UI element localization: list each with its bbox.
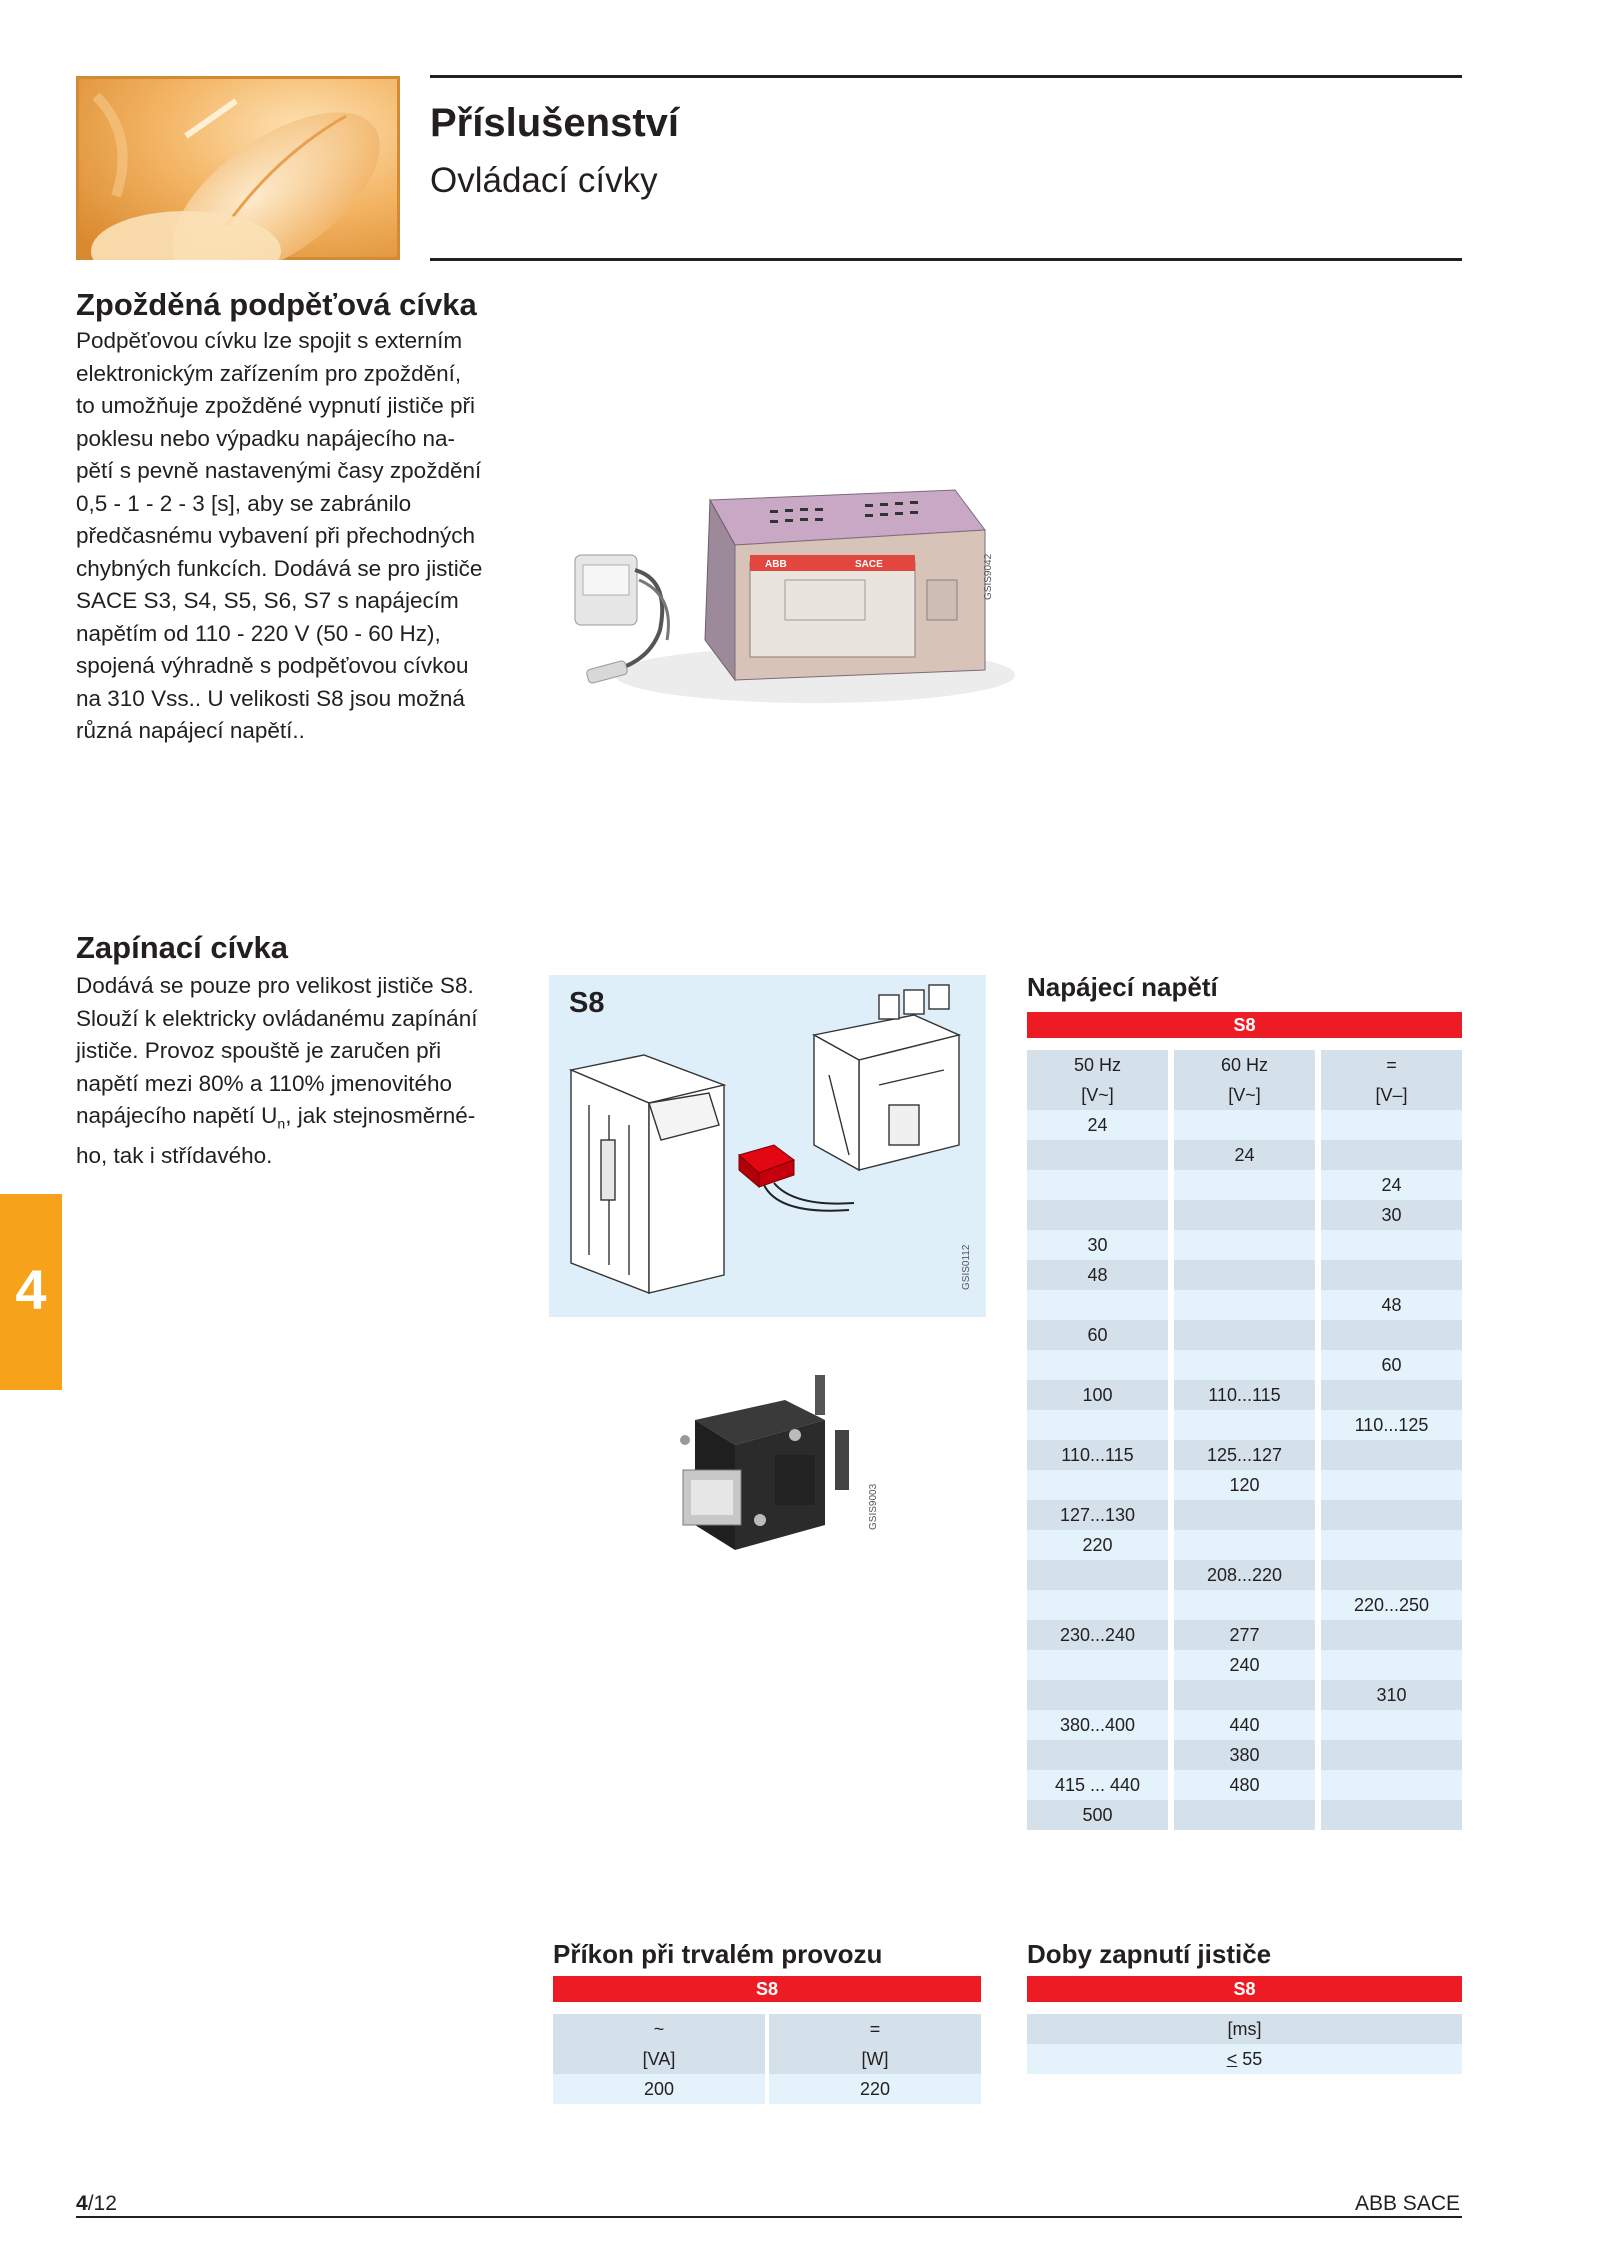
supply-table-cell [1174, 1320, 1315, 1350]
supply-table-cell: 110...125 [1321, 1410, 1462, 1440]
text-line: předčasnému vybavení při přechodných [76, 523, 475, 548]
footer-brand: ABB SACE [1354, 2192, 1460, 2215]
supply-col-header: [V~] [1174, 1080, 1315, 1110]
supply-table-cell: 48 [1027, 1260, 1168, 1290]
supply-table-cell [1174, 1590, 1315, 1620]
closing-time-unit: [ms] [1027, 2014, 1462, 2044]
supply-table-cell [1027, 1410, 1168, 1440]
power-table-title: Příkon při trvalém provozu [553, 1939, 883, 1969]
supply-table-cell: 110...115 [1027, 1440, 1168, 1470]
text-line: chybných funkcích. Dodává se pro jističe [76, 555, 483, 581]
supply-table-cell [1321, 1380, 1462, 1410]
supply-table-header: S8 [1027, 1012, 1462, 1038]
supply-table-cell: 120 [1174, 1470, 1315, 1500]
supply-table-cell: 415 ... 440 [1027, 1770, 1168, 1800]
supply-table-cell [1027, 1470, 1168, 1500]
supply-table-cell: 480 [1174, 1770, 1315, 1800]
text-fragment: napájecího napětí U [76, 1103, 278, 1128]
supply-table-cell [1321, 1320, 1462, 1350]
supply-table-cell [1174, 1110, 1315, 1140]
supply-col-header: [V~] [1027, 1080, 1168, 1110]
supply-table-cell [1321, 1710, 1462, 1740]
device-brand-abb: ABB [765, 559, 787, 570]
supply-table-cell: 24 [1027, 1110, 1168, 1140]
supply-table-cell [1027, 1650, 1168, 1680]
text-line [76, 1100, 512, 1140]
supply-table-cell [1027, 1290, 1168, 1320]
supply-table-cell: 110...115 [1174, 1380, 1315, 1410]
text-line: jističe. Provoz spouště je zaručen při [76, 1038, 442, 1063]
delayed-coil-text [76, 325, 507, 748]
closing-time-header: S8 [1027, 1976, 1462, 2002]
supply-table-cell [1027, 1740, 1168, 1770]
supply-table-cell [1027, 1560, 1168, 1590]
supply-table-cell [1027, 1200, 1168, 1230]
supply-table-cell [1174, 1290, 1315, 1320]
supply-table-cell: 440 [1174, 1710, 1315, 1740]
text-line: Dodává se pouze pro velikost jističe S8. [76, 973, 474, 998]
supply-table-cell [1027, 1680, 1168, 1710]
supply-table-cell [1321, 1650, 1462, 1680]
text-line: různá napájecí napětí.. [76, 718, 305, 743]
text-line: elektronickým zařízením pro zpoždění, [76, 360, 462, 386]
text-line: Slouží k elektricky ovládanému zapínání [76, 1005, 478, 1031]
supply-table-cell [1174, 1530, 1315, 1560]
supply-table-cell [1027, 1140, 1168, 1170]
text-line: 0,5 - 1 - 2 - 3 [s], aby se zabránilo [76, 490, 412, 516]
supply-table-cell [1174, 1500, 1315, 1530]
footer-rule [76, 2216, 1462, 2218]
supply-table-cell [1321, 1800, 1462, 1830]
s8-diagram-label: S8 [569, 987, 605, 1019]
closing-coil-heading: Zapínací cívka [76, 930, 288, 965]
rugby-ball-image [76, 76, 400, 260]
photo-code-gsis9042: GSIS9042 [983, 553, 994, 600]
power-col-dc-symbol: = [769, 2014, 981, 2044]
photo-code-gsis0112: GSIS0112 [961, 1244, 972, 1290]
supply-table-cell [1321, 1560, 1462, 1590]
less-equal-sign: < [1226, 2049, 1238, 2069]
supply-table-cell [1174, 1200, 1315, 1230]
device-brand-sace: SACE [855, 559, 883, 570]
supply-table-cell [1321, 1530, 1462, 1560]
supply-table-cell: 310 [1321, 1680, 1462, 1710]
supply-table-cell: 220...250 [1321, 1590, 1462, 1620]
supply-table-cell [1027, 1170, 1168, 1200]
page-subtitle: Ovládací cívky [430, 161, 658, 200]
supply-table-cell [1321, 1140, 1462, 1170]
delayed-coil-heading: Zpožděná podpěťová cívka [76, 287, 477, 322]
supply-table-cell: 30 [1027, 1230, 1168, 1260]
header-bottom-rule [430, 258, 1462, 261]
supply-table-cell: 220 [1027, 1530, 1168, 1560]
power-col-ac-symbol: ~ [553, 2014, 765, 2044]
power-dc-value: 220 [769, 2074, 981, 2104]
supply-table-cell: 208...220 [1174, 1560, 1315, 1590]
closing-time-number: 55 [1242, 2049, 1263, 2069]
supply-table-cell: 30 [1321, 1200, 1462, 1230]
s8-diagram [549, 975, 986, 1317]
supply-table-cell [1174, 1350, 1315, 1380]
supply-table-cell: 24 [1321, 1170, 1462, 1200]
supply-table-cell [1321, 1620, 1462, 1650]
subscript-n: n [277, 1115, 286, 1132]
supply-table-cell: 127...130 [1027, 1500, 1168, 1530]
supply-col-header: = [1321, 1050, 1462, 1080]
power-ac-value: 200 [553, 2074, 765, 2104]
supply-table-cell: 125...127 [1174, 1440, 1315, 1470]
supply-table-cell [1321, 1500, 1462, 1530]
closing-time-value [1027, 2044, 1462, 2074]
text-line: poklesu nebo výpadku napájecího na- [76, 425, 456, 451]
photo-code-gsis9003: GSIS9003 [868, 1483, 879, 1530]
supply-table-cell [1174, 1680, 1315, 1710]
supply-table-cell [1174, 1410, 1315, 1440]
supply-table-cell: 60 [1027, 1320, 1168, 1350]
supply-table-cell: 100 [1027, 1380, 1168, 1410]
supply-table-cell: 500 [1027, 1800, 1168, 1830]
supply-table-cell: 230...240 [1027, 1620, 1168, 1650]
supply-table-cell [1321, 1770, 1462, 1800]
supply-table-cell [1321, 1740, 1462, 1770]
supply-table-cell: 277 [1174, 1620, 1315, 1650]
power-col-dc-unit: [W] [769, 2044, 981, 2074]
supply-table-cell [1321, 1110, 1462, 1140]
power-col-ac-unit: [VA] [553, 2044, 765, 2074]
supply-table-cell: 24 [1174, 1140, 1315, 1170]
text-fragment: , jak stejnosměrné- [285, 1103, 476, 1128]
supply-col-header: 50 Hz [1027, 1050, 1168, 1080]
text-line: Podpěťovou cívku lze spojit s externím [76, 328, 463, 353]
header-image [76, 76, 400, 260]
supply-table-cell [1174, 1800, 1315, 1830]
page-number [76, 2192, 117, 2216]
supply-table-cell [1321, 1440, 1462, 1470]
closing-coil-text [76, 970, 512, 1173]
supply-table-cell [1321, 1260, 1462, 1290]
supply-table-cell: 240 [1174, 1650, 1315, 1680]
supply-table-cell [1027, 1350, 1168, 1380]
delay-device-photo [555, 470, 1025, 720]
text-line: napětí mezi 80% a 110% jmenovitého [76, 1070, 453, 1096]
supply-table-cell: 380 [1174, 1740, 1315, 1770]
supply-col-header: [V–] [1321, 1080, 1462, 1110]
supply-table-cell: 380...400 [1027, 1710, 1168, 1740]
text-line: napětím od 110 - 220 V (50 - 60 Hz), [76, 620, 441, 646]
text-line: na 310 Vss.. U velikosti S8 jsou možná [76, 685, 465, 711]
page-number-rest: /12 [87, 2192, 117, 2215]
supply-table-cell [1174, 1170, 1315, 1200]
supply-table-cell: 60 [1321, 1350, 1462, 1380]
text-line: SACE S3, S4, S5, S6, S7 s napájecím [76, 588, 459, 613]
chapter-tab [0, 1194, 62, 1390]
header-top-rule [430, 75, 1462, 78]
text-line: spojená výhradně s podpěťovou cívkou [76, 653, 469, 678]
supply-table-cell [1174, 1230, 1315, 1260]
closing-coil-photo [665, 1360, 875, 1575]
supply-table-cell [1321, 1230, 1462, 1260]
page-title: Příslušenství [430, 101, 680, 145]
text-line: to umožňuje zpožděné vypnutí jističe při [76, 393, 475, 418]
power-table-header: S8 [553, 1976, 981, 2002]
closing-time-title: Doby zapnutí jističe [1027, 1939, 1272, 1969]
chapter-number: 4 [15, 1258, 47, 1321]
page-number-chapter: 4 [76, 2192, 88, 2215]
supply-table-cell: 48 [1321, 1290, 1462, 1320]
supply-table-cell [1321, 1470, 1462, 1500]
text-line: pětí s pevně nastavenými časy zpoždění [76, 458, 482, 483]
supply-table-title: Napájecí napětí [1027, 972, 1218, 1002]
supply-col-header: 60 Hz [1174, 1050, 1315, 1080]
supply-table-cell [1027, 1590, 1168, 1620]
text-line: ho, tak i střídavého. [76, 1143, 273, 1168]
supply-table-cell [1174, 1260, 1315, 1290]
